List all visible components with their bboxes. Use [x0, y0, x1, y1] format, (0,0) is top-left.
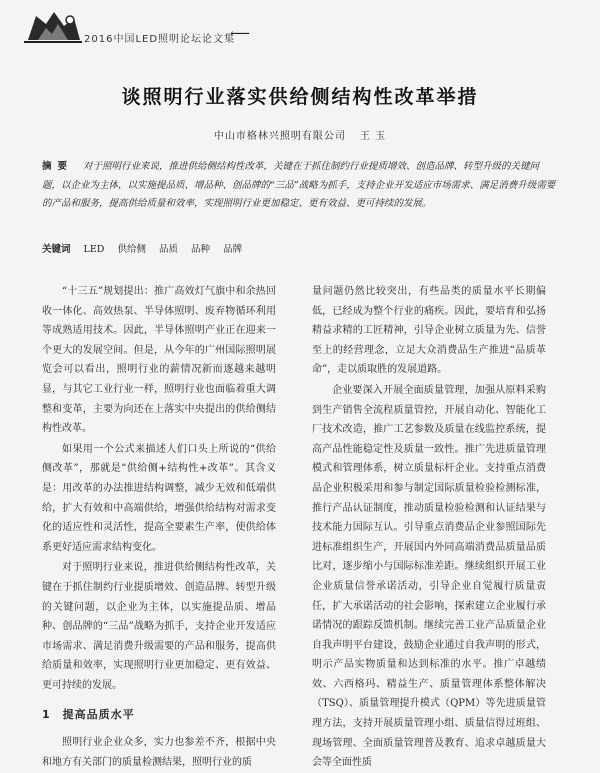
section-title: 提高品质水平 [62, 708, 135, 722]
abstract-text: 对于照明行业来说，推进供给侧结构性改革，关键在于抓住制约行业提质增效、创造品牌、转型升级的关键问题，以企业为主体，以实施提品质、增品种、创品牌的“三品”战略为抓手，支持企业开发适应市场需求、满足消费升级需要的产品和服务，提高供给质量和效率，实现照明行业更加稳定、更有效益、更可持续的发展。 [42, 161, 556, 209]
body-paragraph: 照明行业企业众多，实力也参差不齐，根据中央和地方有关部门的质量检测结果，照明行业的质 [42, 737, 276, 768]
section-heading [42, 705, 276, 725]
body-column-right [312, 282, 546, 773]
running-title: 2016中国LED照明论坛论文集 [84, 34, 236, 45]
body-paragraph-continued: 量问题仍然比较突出，有些品类的质量水平长期偏低，已经成为整个行业的痛疾。因此，要培育和弘扬精益求精的工匠精神，引导企业树立质量为先、信誉至上的经营理念，立足大众消费品生产推进“品质革命”，走以质取胜的发展道路。 [312, 286, 546, 376]
author-organization: 中山市格林兴照明有限公司 [213, 131, 346, 142]
keyword: 品牌 [223, 244, 243, 255]
section-number: 1 [42, 708, 51, 722]
keywords [42, 241, 558, 259]
author-line [0, 127, 600, 142]
keyword: 品种 [191, 244, 211, 255]
keyword: LED [83, 244, 105, 255]
body-paragraph: 企业要深入开展全面质量管理，加强从原料采购到生产销售全流程质量管控，开展自动化、智能化工厂技术改造，推广工艺参数及质量在线监控系统，提高产品性能稳定性及质量一致性。推广先进质量管理模式和管理体系，树立质量标杆企业。支持重点消费品企业积极采用和参与制定国际质量检验检测标准，推行产品认证制度，推动质量检验检测和认证结果与技术能力国际互认。引导重点消费品企业参照国际先进标准组织生产，开展国内外同高端消费品质量品质比对，逐步缩小与国际标准差距。继续组织开展工业企业质量信誉承诺活动，引导企业自觉履行质量责任，扩大承诺活动的社会影响，探索建立企业履行承诺情况的跟踪反馈机制。继续完善工业产品质量企业自我声明平台建设，鼓励企业通过自我声明的形式，明示产品实物质量和达到标准的水平。推广卓越绩效、六西格玛、精益生产、质量管理体系整体解决（TSQ）、质量管理提升模式（QPM）等先进质量管理方法，支持开展质量管理小组、质量信得过班组、现场管理、全面质量管理普及教育、追求卓越质量大会等全面性质 [312, 384, 546, 769]
running-header [24, 10, 274, 46]
body-column-left [42, 282, 276, 772]
author-name: 王 玉 [359, 131, 387, 142]
keyword: 供给侧 [117, 244, 146, 255]
abstract [42, 158, 558, 214]
body-paragraph: 如果用一个公式来描述人们口头上所说的“供给侧改革”，那就是“供给侧+结构性+改革”。其含义是：用改革的办法推进结构调整，减少无效和低端供给，扩大有效和中高端供给，增强供给结构对需求变化的适应性和灵活性，提高全要素生产率，使供给体系更好适应需求结构变化。 [42, 443, 276, 553]
article-title: 谈照明行业落实供给侧结构性改革举措 [121, 86, 479, 108]
body-paragraph: “十三五”规划提出：推广高效灯气旗中和余热回收一体化、高效热泵、半导体照明、废弃物循环利用等成熟适用技术。因此，半导体照明产业正在迎来一个更大的发展空间。但是，从今年的广州国际照明展览会可以看出，照明行业的薪情况新而逐越来越明显，与其它工业行业一样，照明行业也面临着重大调整和变革，主要为向还在上落实中央提出的供给侧结构性改革。 [42, 286, 276, 435]
abstract-label: 摘要 [42, 161, 74, 172]
keyword: 品质 [159, 244, 179, 255]
body-paragraph: 对于照明行业来说，推进供给侧结构性改革，关键在于抓住制约行业提质增效、创造品牌、转型升级的关键问题，以企业为主体，以实施提品质、增品种、创品牌的“三品”战略为抓手，支持企业开发适应市场需求、满足消费升级需要的产品和服务，提高供给质量和效率，实现照明行业更加稳定、更有效益、更可持续的发展。 [42, 562, 276, 691]
journal-logo-icon [24, 10, 82, 44]
keywords-label: 关键词 [42, 244, 71, 255]
back-arrow-icon: ⟵ [230, 26, 251, 42]
